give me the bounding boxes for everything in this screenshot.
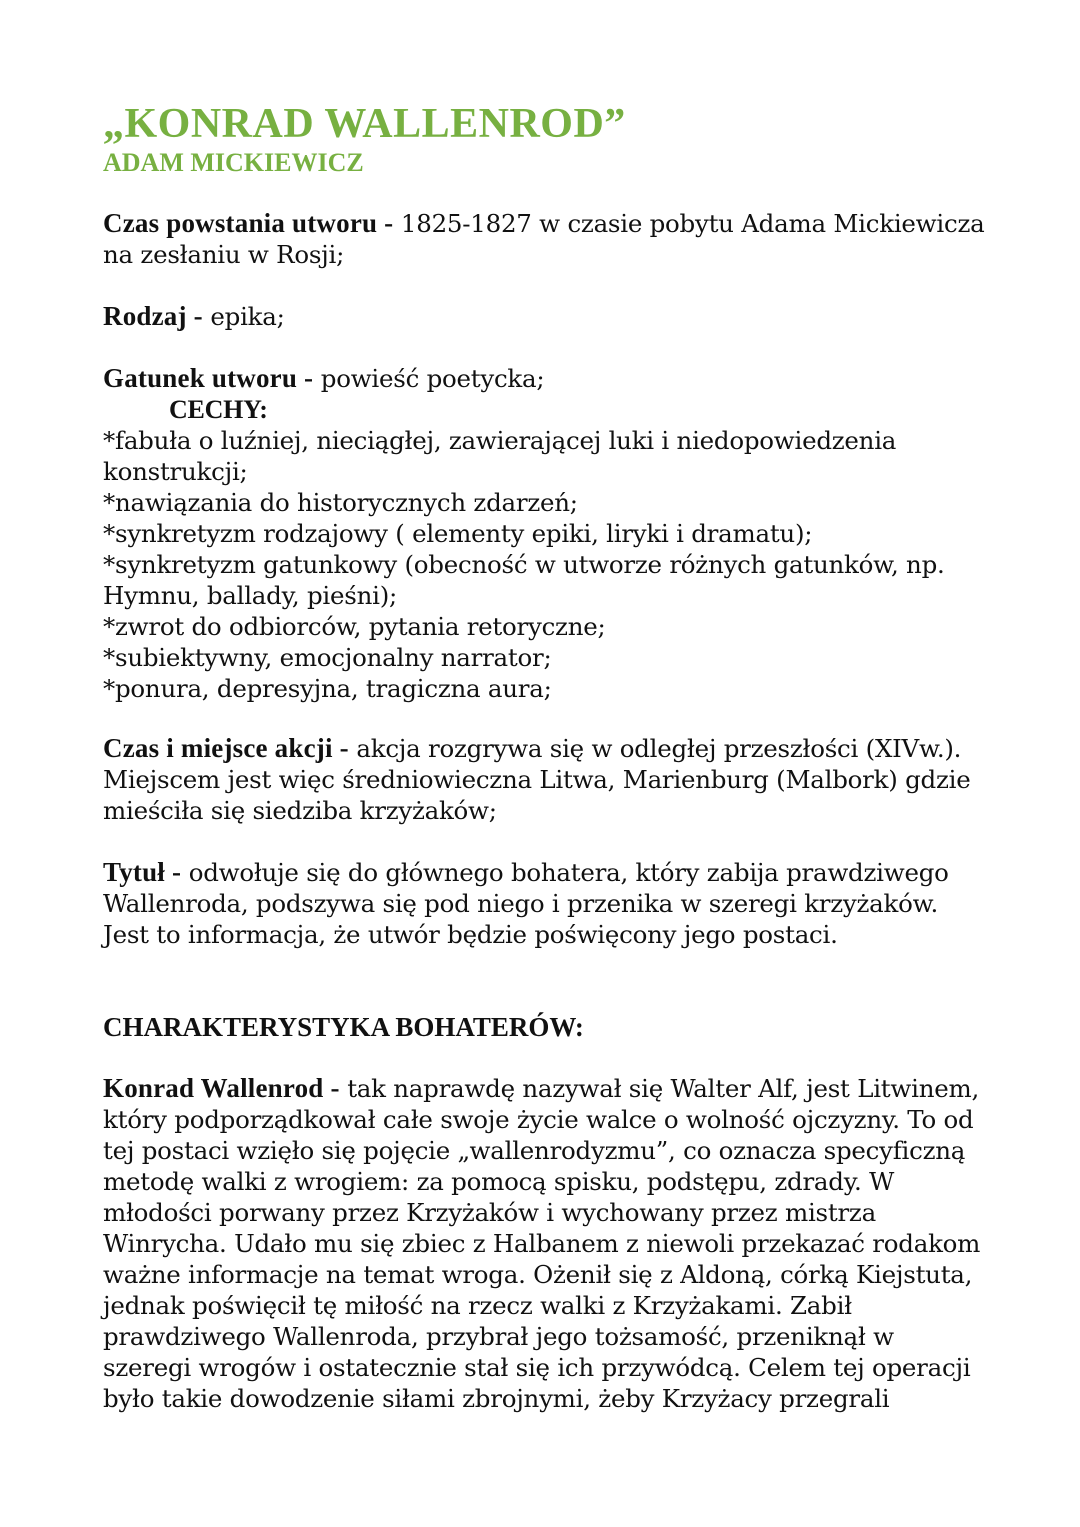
section-text: odwołuje się do głównego bohatera, który zabija prawdziwego Wallenroda, podszywa się pod niego i przenika w szeregi krzyżaków. Jest to informacja, że utwór będzie poświęcony jego postaci. — [103, 858, 949, 949]
section-label: Tytuł - — [103, 857, 182, 887]
section-text: akcja rozgrywa się w odległej przeszłości (XIVw.). Miejscem jest więc średniowieczna Litwa, Marienburg (Malbork) gdzie mieściła się siedziba krzyżaków; — [103, 734, 971, 825]
section-label: Czas i miejsce akcji - — [103, 733, 349, 763]
section-text: tak naprawdę nazywał się Walter Alf, jest Litwinem, który podporządkował całe swoje życie walce o wolność ojczyzny. To od tej postaci wzięło się pojęcie „wallenrodyzmu”, co oznacza specyficzną metodę walki z wrogiem: za pomocą spisku, podstępu, zdrady. W młodości porwany przez Krzyżaków i wychowany przez mistrza Winrycha. Udało mu się zbiec z Halbanem z niewoli przekazać rodakom ważne informacje na temat wroga. Ożenił się z Aldoną, córką Kiejstuta, jednak poświęcił tę miłość na rzecz walki z Krzyżakami. Zabił prawdziwego Wallenroda, przybrał jego tożsamość, przeniknął w szeregi wrogów i ostatecznie stał się ich przywódcą. Celem tej operacji było takie dowodzenie siłami zbrojnymi, żeby Krzyżacy przegrali — [103, 1074, 981, 1413]
section-label: Rodzaj - — [103, 301, 203, 331]
list-item: *nawiązania do historycznych zdarzeń; — [103, 488, 578, 517]
section-heading: CHARAKTERYSTYKA BOHATERÓW: — [103, 1012, 584, 1042]
section-text: 1825-1827 w czasie pobytu Adama Mickiewicza na zesłaniu w Rosji; — [103, 209, 985, 269]
list-item: *ponura, depresyjna, tragiczna aura; — [103, 674, 552, 703]
section-czas-powstania — [103, 208, 988, 270]
section-konrad — [103, 1073, 988, 1414]
list-item: *synkretyzm rodzajowy ( elementy epiki, liryki i dramatu); — [103, 519, 813, 548]
section-czas-miejsce — [103, 733, 988, 826]
section-text: epika; — [202, 302, 285, 331]
list-item: *subiektywny, emocjonalny narrator; — [103, 643, 552, 672]
list-item: *fabuła o luźniej, nieciągłej, zawierającej luki i niedopowiedzenia konstrukcji; — [103, 426, 897, 486]
section-tytul — [103, 857, 988, 950]
list-item: *zwrot do odbiorców, pytania retoryczne; — [103, 612, 606, 641]
document-title: „KONRAD WALLENROD” — [103, 101, 626, 147]
section-label: Konrad Wallenrod - — [103, 1073, 340, 1103]
section-rodzaj — [103, 301, 988, 332]
section-gatunek — [103, 363, 988, 704]
cechy-label: CECHY: — [169, 395, 268, 424]
document-author: ADAM MICKIEWICZ — [103, 148, 364, 177]
list-item: *synkretyzm gatunkowy (obecność w utworze różnych gatunków, np. Hymnu, ballady, pieśni); — [103, 550, 945, 610]
section-label: Czas powstania utworu - — [103, 208, 394, 238]
section-text: powieść poetycka; — [313, 364, 545, 393]
section-label: Gatunek utworu - — [103, 363, 314, 393]
